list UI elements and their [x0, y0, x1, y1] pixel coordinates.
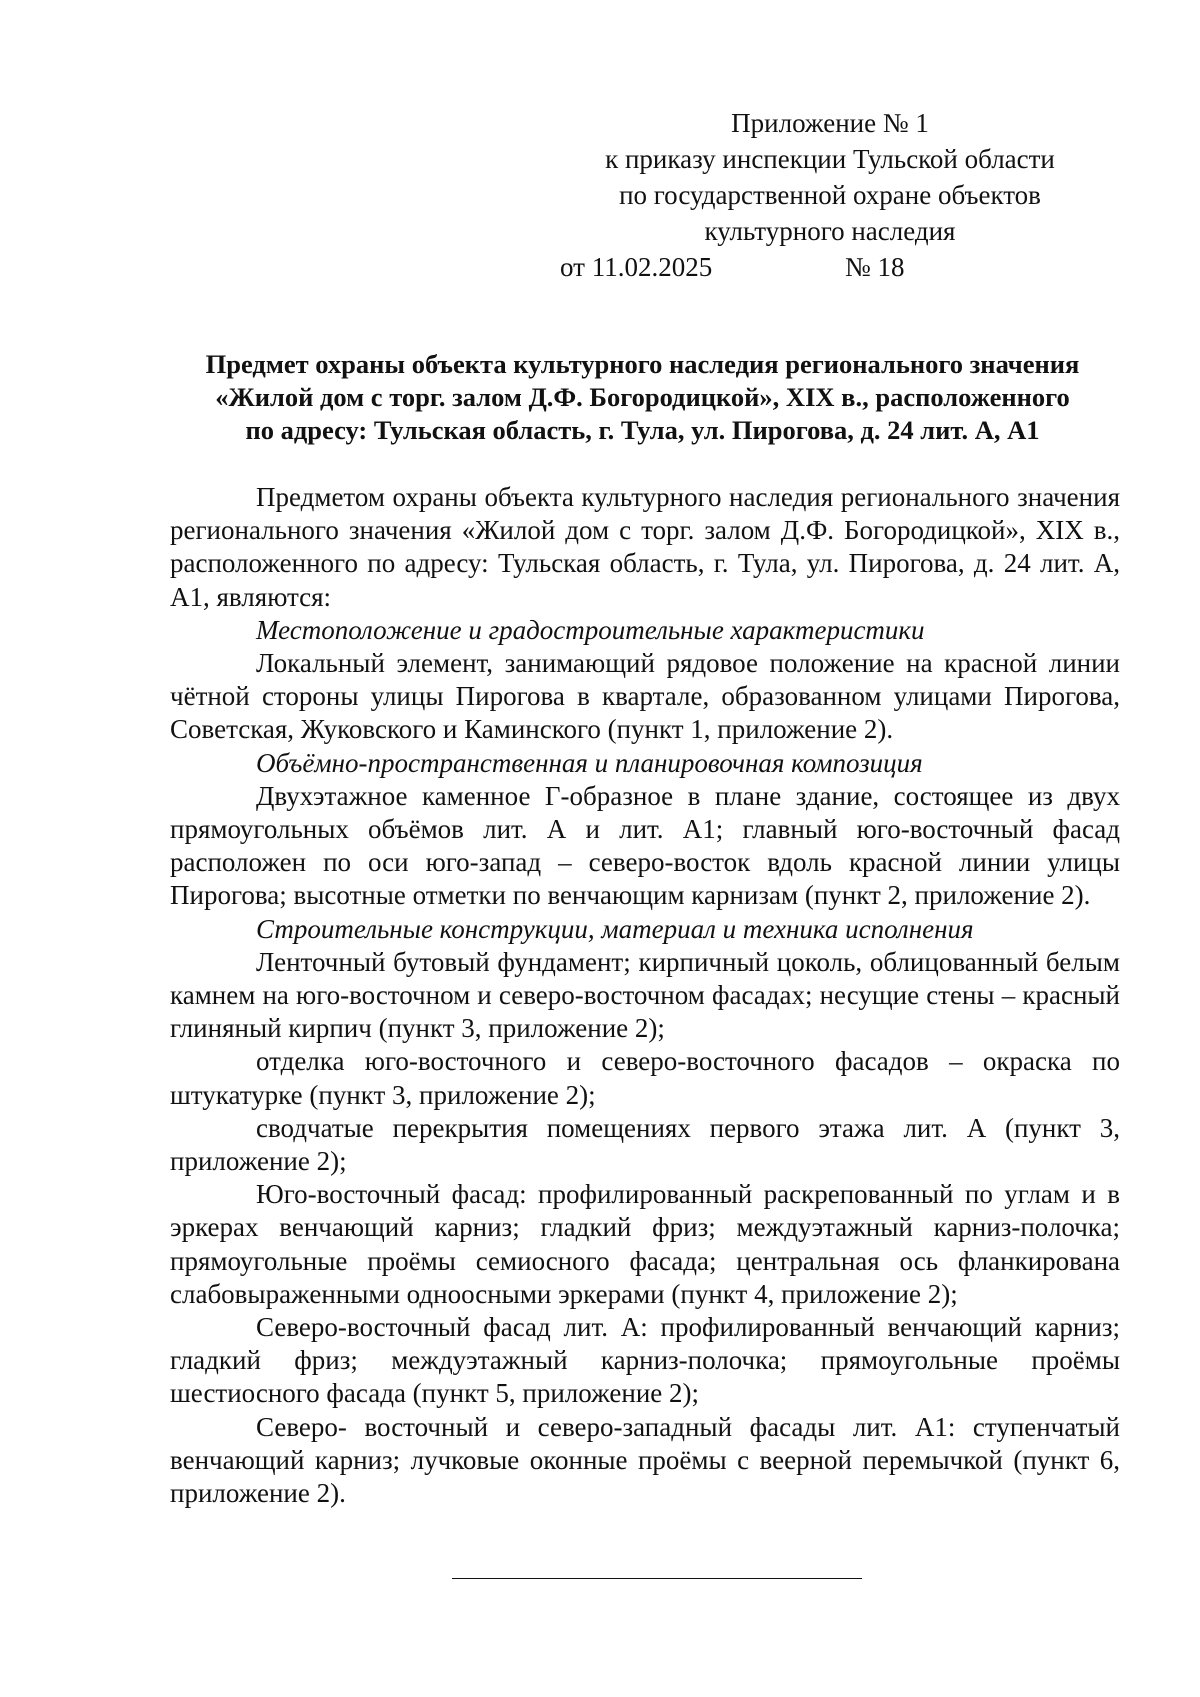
order-date-number-line: [560, 249, 1100, 285]
vaults-paragraph: сводчатые перекрытия помещениях первого этажа лит. А (пункт 3, приложение 2);: [170, 1112, 1120, 1177]
facade-northeast-paragraph: Северо-восточный фасад лит. А: профилированный венчающий карниз; гладкий фриз; междуэтажный карниз-полочка; прямоугольные проёмы шестиосного фасада (пункт 5, приложение 2);: [170, 1312, 1120, 1409]
section-heading-volume: Объёмно-пространственная и планировочная композиция: [256, 747, 923, 778]
volume-paragraph: Двухэтажное каменное Г-образное в плане здание, состоящее из двух прямоугольных объёмов лит. А и лит. А1; главный юго-восточный фасад расположен по оси юго-запад – северо-восток вдоль красной линии улицы Пирогова; высотные отметки по венчающим карнизам (пункт 2, приложение 2).: [170, 780, 1120, 911]
location-paragraph: Локальный элемент, занимающий рядовое положение на красной линии чётной стороны улицы Пирогова в квартале, образованном улицами Пирогова, Советская, Жуковского и Каминского (пункт 1, приложение 2).: [170, 648, 1120, 745]
appendix-order-ref: к приказу инспекции Тульской области: [605, 144, 1055, 174]
appendix-title: Приложение № 1: [731, 108, 929, 138]
facade-southeast-paragraph: Юго-восточный фасад: профилированный раскрепованный по углам и в эркерах венчающий карниз; гладкий фриз; междуэтажный карниз-полочка; прямоугольные проёмы семиосного фасада; центральная ось фланкирована слабовыраженными одноосными эркерами (пункт 4, приложение 2);: [170, 1179, 1120, 1309]
order-date: от 11.02.2025: [560, 252, 713, 282]
title-line-3: по адресу: Тульская область, г. Тула, ул. Пирогова, д. 24 лит. А, А1: [245, 415, 1040, 445]
appendix-inspection: по государственной охране объектов: [619, 180, 1041, 210]
intro-paragraph: Предметом охраны объекта культурного наследия регионального значения регионального значения «Жилой дом с торг. залом Д.Ф. Богородицкой», XIX в., расположенного по адресу: Тульская область, г. Тула, ул. Пирогова, д. 24 лит. А, А1, являются:: [170, 482, 1120, 612]
order-number: № 18: [845, 252, 905, 282]
document-title: [165, 348, 1120, 447]
appendix-header: [560, 105, 1100, 285]
appendix-heritage: культурного наследия: [704, 216, 956, 246]
facade-a1-paragraph: Северо- восточный и северо-западный фасады лит. А1: ступенчатый венчающий карниз; лучковые оконные проёмы с веерной перемычкой (пункт 6, приложение 2).: [170, 1411, 1120, 1509]
title-line-1: Предмет охраны объекта культурного наследия регионального значения: [205, 349, 1080, 379]
title-line-2: «Жилой дом с торг. залом Д.Ф. Богородицкой», XIX в., расположенного: [215, 382, 1070, 412]
section-heading-location: Местоположение и градостроительные характеристики: [256, 614, 925, 645]
construction-paragraph: Ленточный бутовый фундамент; кирпичный цоколь, облицованный белым камнем на юго-восточном и северо-восточном фасадах; несущие стены – красный глиняный кирпич (пункт 3, приложение 2);: [170, 946, 1120, 1044]
section-heading-construction: Строительные конструкции, материал и техника исполнения: [256, 913, 974, 944]
finish-paragraph: отделка юго-восточного и северо-восточного фасадов – окраска по штукатурке (пункт 3, приложение 2);: [170, 1046, 1120, 1110]
end-divider-line: [452, 1578, 862, 1579]
document-body: [170, 481, 1120, 1510]
